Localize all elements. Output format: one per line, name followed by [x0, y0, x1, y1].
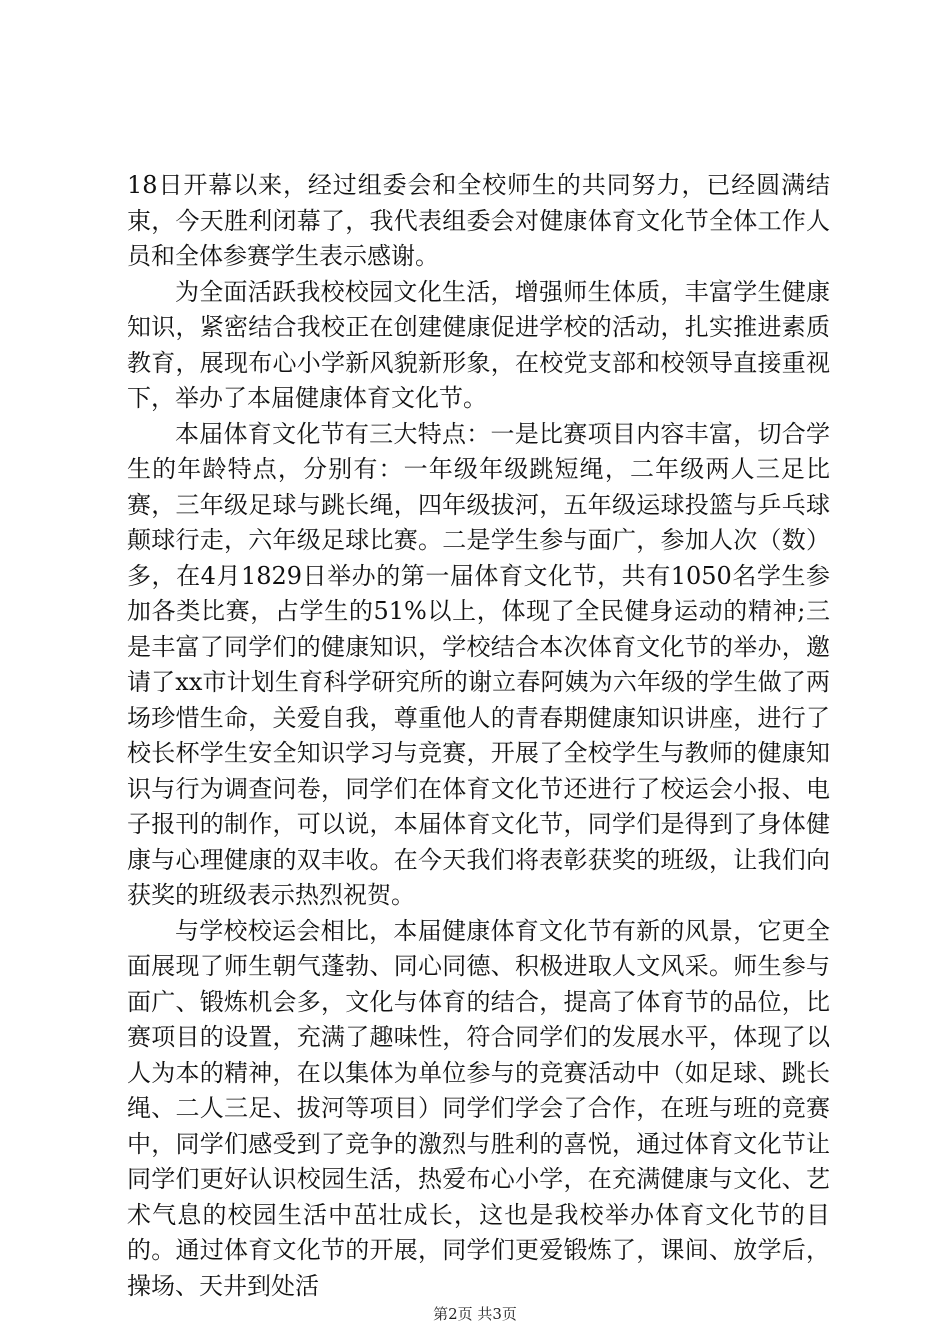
page-footer: 第2页 共3页: [433, 1305, 517, 1323]
document-body: [127, 168, 830, 1304]
paragraph-purpose: 为全面活跃我校校园文化生活，增强师生体质，丰富学生健康知识，紧密结合我校正在创建健康促进学校的活动，扎实推进素质教育，展现布心小学新风貌新形象，在校党支部和校领导直接重视下，举办了本届健康体育文化节。: [127, 277, 830, 412]
paragraph-continuation: 18日开幕以来，经过组委会和全校师生的共同努力，已经圆满结束，今天胜利闭幕了，我代表组委会对健康体育文化节全体工作人员和全体参赛学生表示感谢。: [127, 171, 830, 270]
paragraph-comparison: 与学校校运会相比，本届健康体育文化节有新的风景，它更全面展现了师生朝气蓬勃、同心同德、积极进取人文风采。师生参与面广、锻炼机会多，文化与体育的结合，提高了体育节的品位，比赛项目的设置，充满了趣味性，符合同学们的发展水平，体现了以人为本的精神，在以集体为单位参与的竞赛活动中（如足球、跳长绳、二人三足、拔河等项目）同学们学会了合作，在班与班的竞赛中，同学们感受到了竞争的激烈与胜利的喜悦，通过体育文化节让同学们更好认识校园生活，热爱布心小学，在充满健康与文化、艺术气息的校园生活中茁壮成长，这也是我校举办体育文化节的目的。通过体育文化节的开展，同学们更爱锻炼了，课间、放学后，操场、天井到处活: [127, 916, 830, 1300]
paragraph-features: 本届体育文化节有三大特点：一是比赛项目内容丰富，切合学生的年龄特点，分别有：一年级年级跳短绳，二年级两人三足比赛，三年级足球与跳长绳，四年级拔河，五年级运球投篮与乒乓球颠球行走，六年级足球比赛。二是学生参与面广，参加人次（数）多，在4月1829日举办的第一届体育文化节，共有1050名学生参加各类比赛，占学生的51%以上，体现了全民健身运动的精神;三是丰富了同学们的健康知识，学校结合本次体育文化节的举办，邀请了xx市计划生育科学研究所的谢立春阿姨为六年级的学生做了两场珍惜生命，关爱自我，尊重他人的青春期健康知识讲座，进行了校长杯学生安全知识学习与竞赛，开展了全校学生与教师的健康知识与行为调查问卷，同学们在体育文化节还进行了校运会小报、电子报刊的制作，可以说，本届体育文化节，同学们是得到了身体健康与心理健康的双丰收。在今天我们将表彰获奖的班级，让我们向获奖的班级表示热烈祝贺。: [127, 419, 830, 909]
